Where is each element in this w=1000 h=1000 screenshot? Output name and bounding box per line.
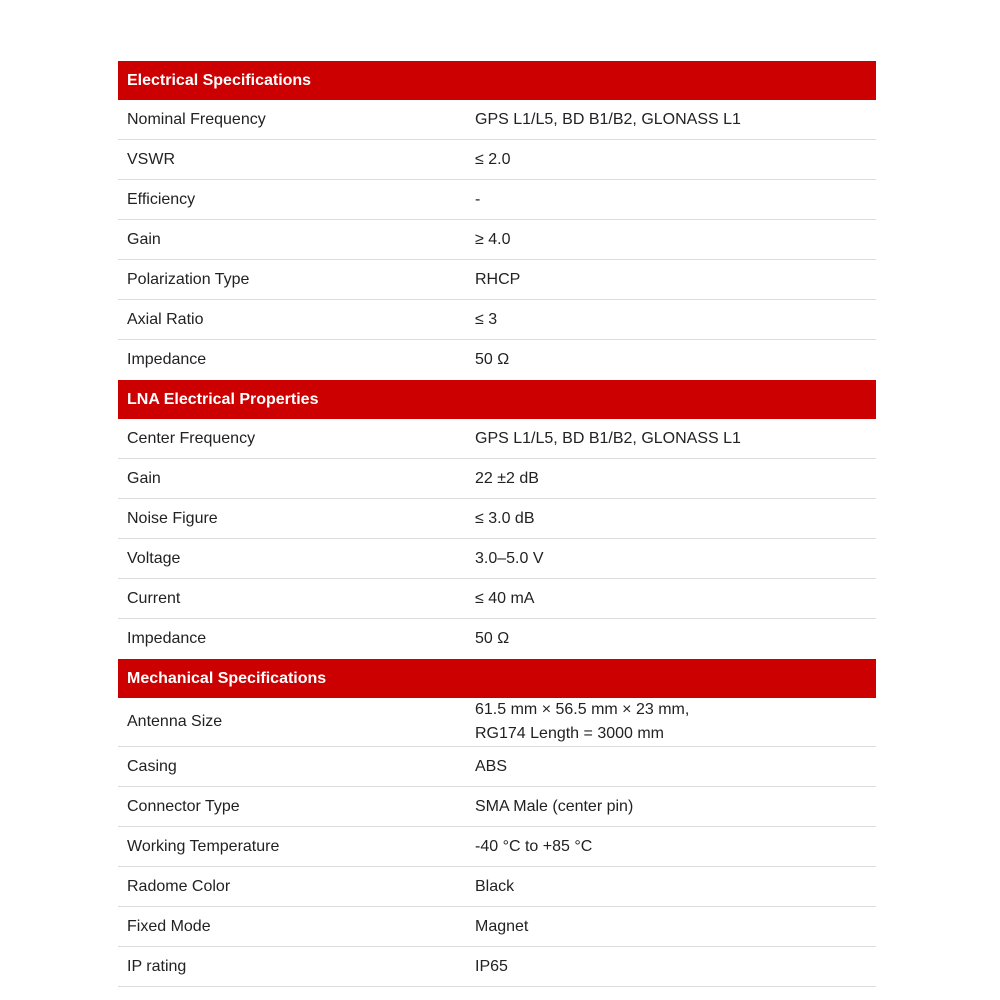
spec-value: RHCP — [475, 270, 521, 288]
spec-label: Voltage — [127, 549, 181, 567]
spec-label: Connector Type — [127, 797, 240, 815]
table-row — [118, 140, 876, 180]
spec-label: Current — [127, 589, 181, 607]
spec-value: - — [475, 190, 481, 208]
table-row — [118, 539, 876, 579]
spec-value: 50 Ω — [475, 351, 510, 368]
section-header-lna — [118, 380, 876, 419]
table-row — [118, 180, 876, 220]
spec-value: ABS — [475, 757, 508, 775]
table-row — [118, 499, 876, 539]
table-row — [118, 747, 876, 787]
spec-label: Working Temperature — [127, 837, 280, 855]
spec-label: Gain — [127, 230, 161, 248]
table-row — [118, 579, 876, 619]
table-row — [118, 787, 876, 827]
spec-label: Impedance — [127, 351, 207, 368]
spec-value: ≤ 3.0 dB — [475, 509, 535, 527]
spec-label: Gain — [127, 469, 161, 487]
spec-value: IP65 — [475, 957, 508, 975]
table-row — [118, 220, 876, 260]
spec-value: ≤ 40 mA — [475, 589, 535, 607]
section-title: Mechanical Specifications — [127, 669, 327, 687]
spec-label: Center Frequency — [127, 429, 256, 447]
spec-label: Nominal Frequency — [127, 110, 266, 128]
table-row — [118, 827, 876, 867]
section-header-electrical — [118, 61, 876, 100]
spec-value: 3.0–5.0 V — [475, 549, 544, 567]
spec-value: Magnet — [475, 917, 529, 935]
spec-value: 50 Ω — [475, 630, 510, 647]
spec-value: -40 °C to +85 °C — [475, 837, 593, 855]
spec-table — [118, 61, 876, 987]
spec-label: Axial Ratio — [127, 310, 204, 328]
table-row — [118, 907, 876, 947]
spec-value: SMA Male (center pin) — [475, 797, 634, 815]
spec-value: GPS L1/L5, BD B1/B2, GLONASS L1 — [475, 429, 741, 447]
table-row — [118, 260, 876, 300]
spec-value: ≤ 3 — [475, 310, 498, 328]
section-header-mechanical — [118, 659, 876, 698]
spec-label: Fixed Mode — [127, 917, 211, 935]
spec-label: Casing — [127, 757, 177, 775]
table-row — [118, 947, 876, 987]
table-row — [118, 698, 876, 747]
spec-label: Antenna Size — [127, 713, 223, 730]
spec-label: Efficiency — [127, 190, 196, 208]
spec-value: ≤ 2.0 — [475, 150, 511, 168]
spec-label: Radome Color — [127, 877, 231, 895]
spec-label: VSWR — [127, 150, 175, 168]
table-row — [118, 867, 876, 907]
section-title: LNA Electrical Properties — [127, 390, 319, 408]
table-row — [118, 300, 876, 340]
table-row — [118, 459, 876, 499]
section-title: Electrical Specifications — [127, 71, 312, 89]
spec-value: GPS L1/L5, BD B1/B2, GLONASS L1 — [475, 110, 741, 128]
spec-label: IP rating — [127, 957, 187, 975]
spec-label: Noise Figure — [127, 509, 218, 527]
spec-value: ≥ 4.0 — [475, 230, 511, 248]
spec-label: Polarization Type — [127, 270, 250, 288]
spec-value: 61.5 mm × 56.5 mm × 23 mm, RG174 Length = 3000 mm — [475, 701, 690, 742]
spec-value: Black — [475, 877, 515, 895]
spec-value: 22 ±2 dB — [475, 469, 539, 487]
table-row — [118, 340, 876, 380]
spec-label: Impedance — [127, 630, 207, 647]
table-row — [118, 619, 876, 659]
table-row — [118, 100, 876, 140]
table-row — [118, 419, 876, 459]
